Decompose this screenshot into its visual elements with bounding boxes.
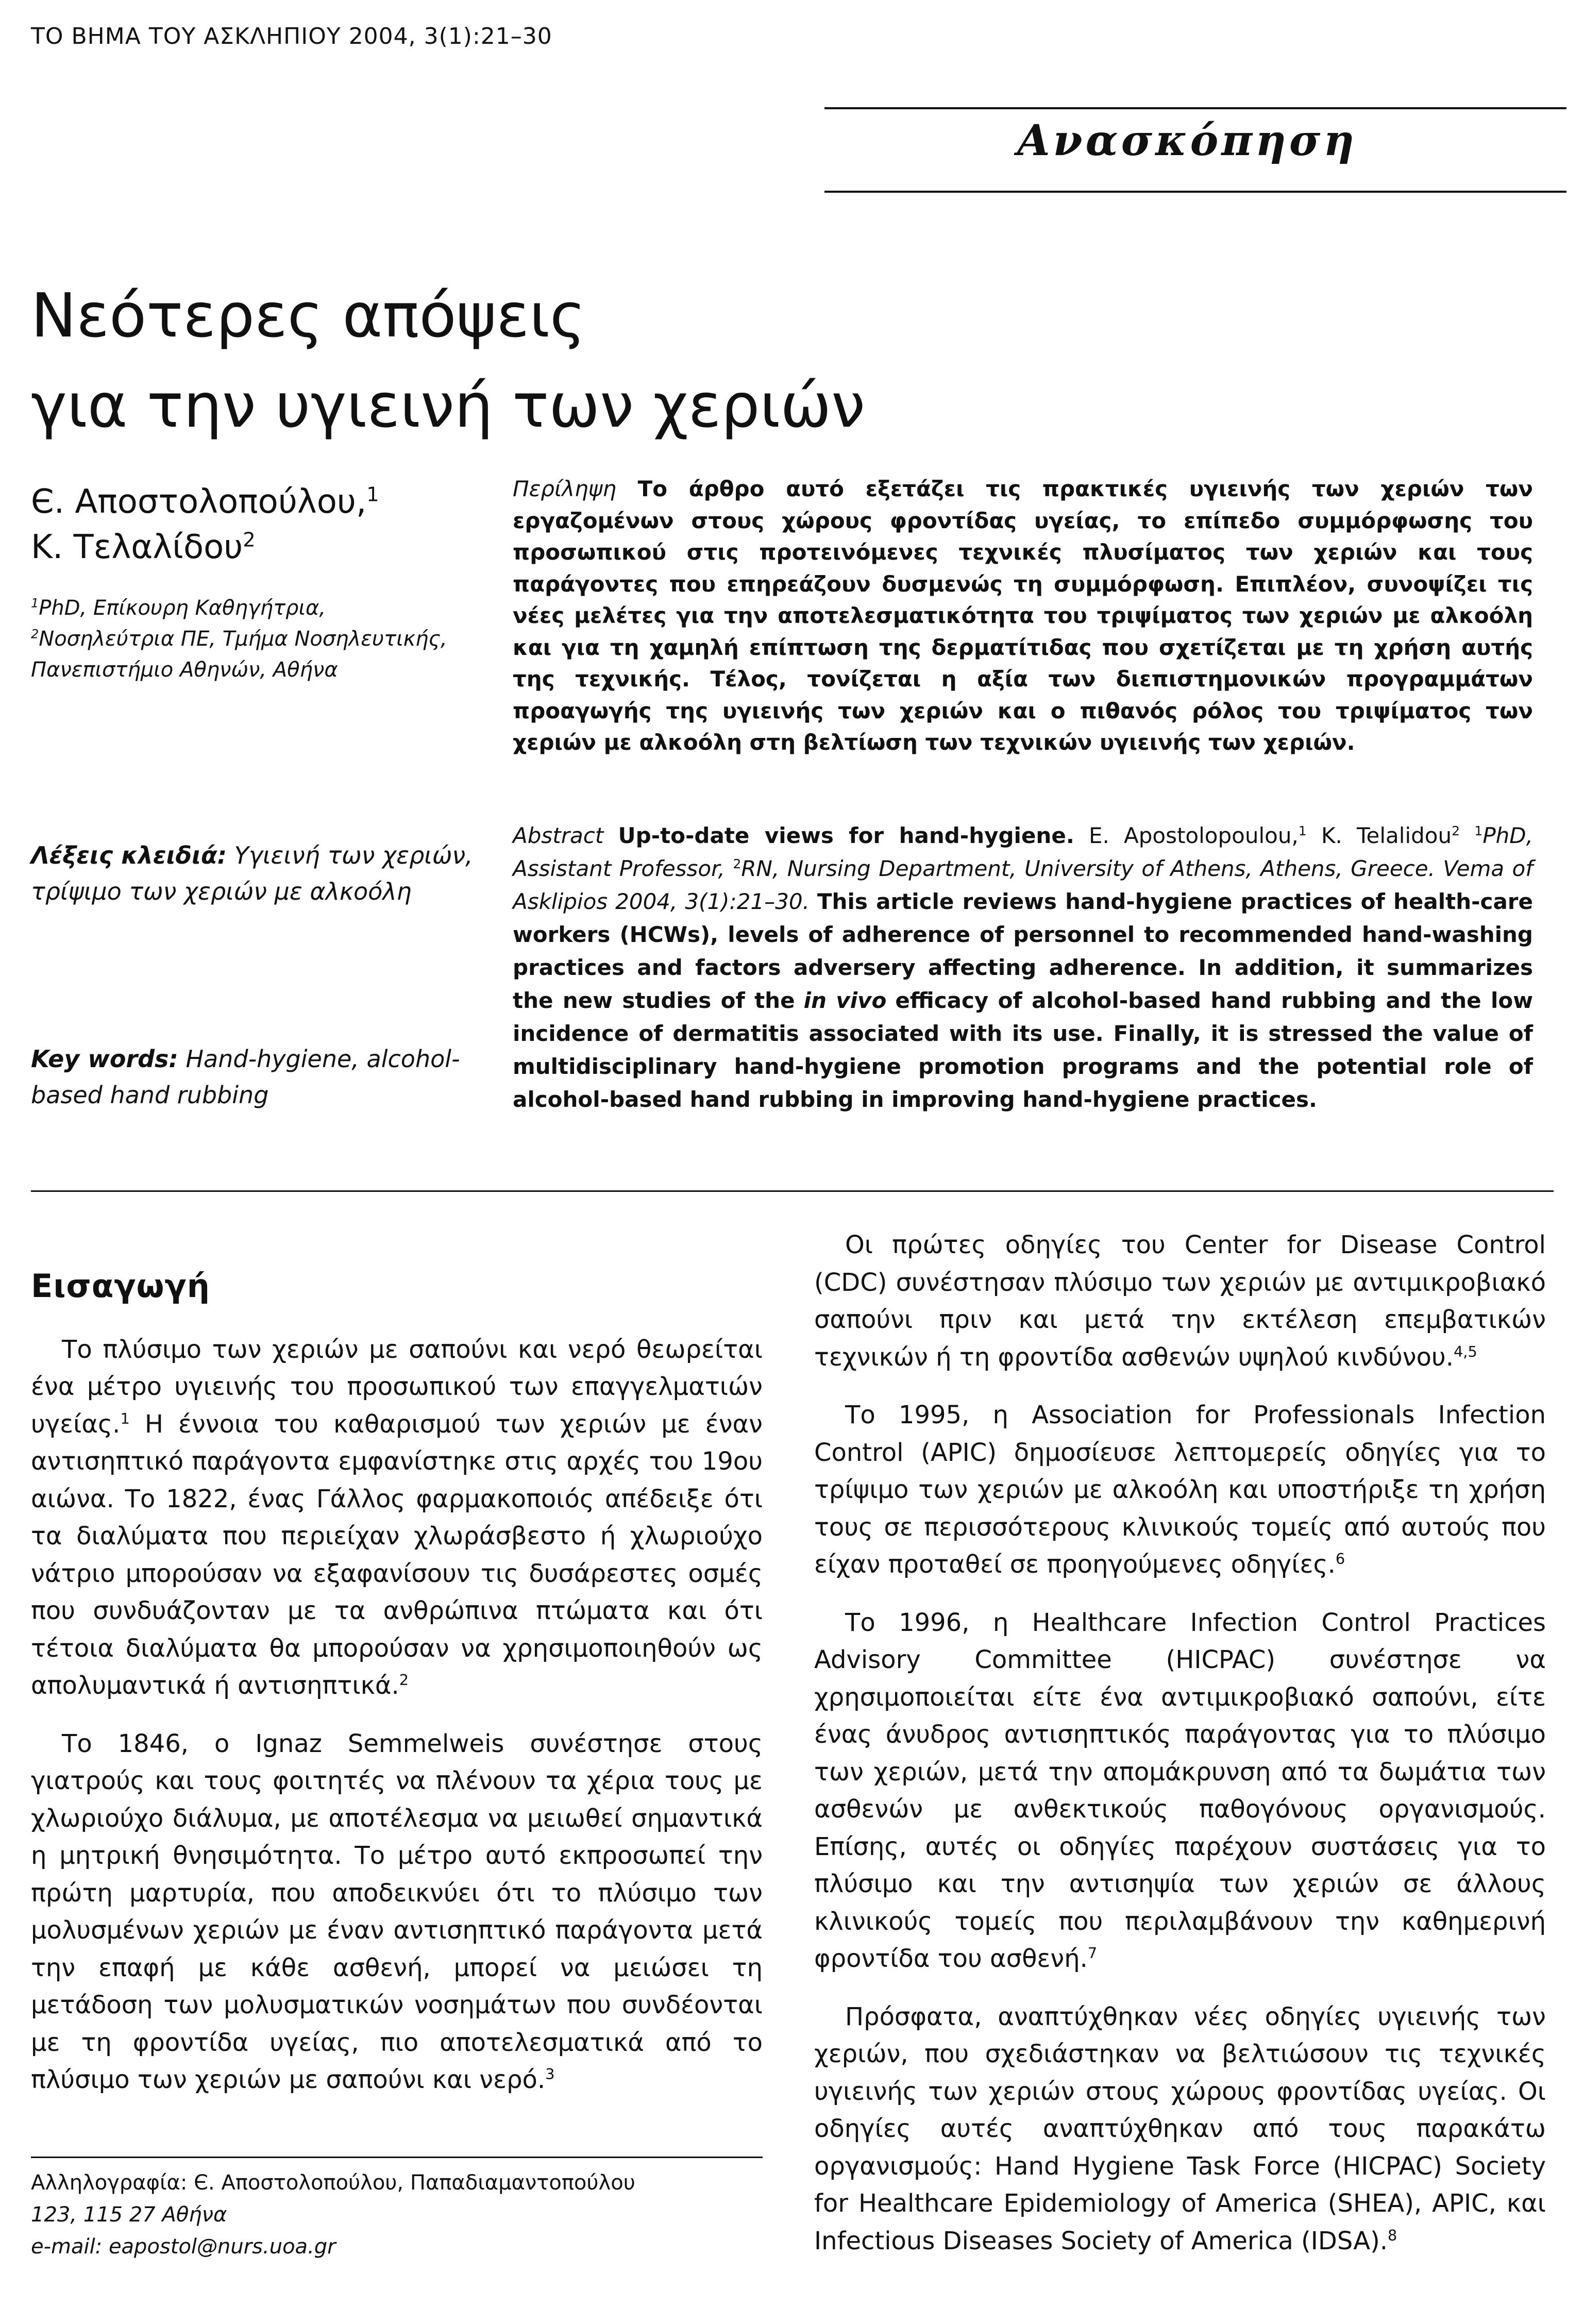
summary-text: Το άρθρο αυτό εξετάζει τις πρακτικές υγιεινής των χεριών των εργαζομένων στους χώρους φροντίδας υγείας, το επίπεδο συμμόρφωσης του προσωπικού στις προτεινόμενες τεχνικές πλυσίματος των χεριών και τους παράγοντες που επηρεάζουν δυσμενώς τη συμμόρφωση. Επιπλέον, συνοψίζει τις νέες μελέτες για την αποτελεσματικότητα του τριψίματος των χεριών με αλκοόλη και για τη χαμηλή επίπτωση της δερματίτιδας που σχετίζεται με τη χρήση αυτής της τεχνικής. Τέλος, τονίζεται η αξία των διεπιστημονικών προγραμμάτων προαγωγής της υγιεινής των χεριών και ο πιθανός ρόλος του τριψίματος των χεριών με αλκοόλη στη βελτίωση των τεχνικών υγιεινής των χεριών. [513,476,1533,755]
author-2-sup: 2 [243,528,256,552]
right-p3-text: Το 1996, η Healthcare Infection Control Practices Advisory Committee (HICPAC) συνέστησε να χρησιμοποιείται είτε ένα αντιμικροβιακό σαπούνι, είτε ένας άνυδρος αντισηπτικός παράγοντας για το πλύσιμο των χεριών, μετά την απομάκρυνση από τα δωμάτια των ασθενών με ανθεκτικούς παθογόνους οργανισμούς. Επίσης, αυτές οι οδηγίες παρέχουν συστάσεις για το πλύσιμο και την αντισηψία των χεριών σε άλλους κλινικούς τομείς που περιλαμβάνουν την καθημερινή φροντίδα του ασθενή. [814,1608,1546,1973]
right-p2-text: Το 1995, η Association for Professionals Infection Control (APIC) δημοσίευσε λεπτομερείς οδηγίες για το τρίψιμο των χεριών με αλκοόλη και υποστήριξε τη χρήση τους σε περισσότερους κλινικούς τομείς από αυτούς που είχαν προταθεί σε προηγούμενες οδηγίες. [814,1401,1546,1579]
footnote-line-2: 123, 115 27 Αθήνα [31,2203,227,2227]
header-rule-bottom [824,191,1566,193]
intro-p1-ref-1: 1 [120,1409,130,1427]
intro-paragraph-2 [31,1725,763,2099]
affil-3: Πανεπιστήμιο Αθηνών, Αθήνα [31,658,338,682]
right-p4-text: Πρόσφατα, αναπτύχθηκαν νέες οδηγίες υγιεινής των χεριών, που σχεδιάστηκαν να βελτιώσουν τις τεχνικές υγιεινής των χεριών στους χώρους φροντίδας υγείας. Οι οδηγίες αυτές αναπτύχθηκαν από τους παρακάτω οργανισμούς: Hand Hygiene Task Force (HICPAC) Society for Healthcare Epidemiology of America (SHEA), APIC, και Infectious Diseases Society of America (IDSA). [814,2002,1546,2255]
affil-1: PhD, Επίκουρη Καθηγήτρια, [39,596,326,620]
intro-p1-text-a: Το πλύσιμο των χεριών με σαπούνι και νερό θεωρείται ένα μέτρο υγιεινής του προσωπικού των επαγγελματιών υγείας. [31,1335,763,1439]
summary-label: Περίληψη [513,476,616,501]
author-1-sup: 1 [366,483,379,507]
abstract-body-2: efficacy of alcohol-based hand rubbing and the low incidence of dermatitis associated with its use. Finally, it is stressed the value of multidisciplinary hand-hygiene promotion programs and the potential role of alcohol-based hand rubbing in improving hand-hygiene practices. [513,988,1534,1112]
intro-p1-text-b: Η έννοια του καθαρισμού των χεριών με έναν αντισηπτικό παράγοντα εμφανίστηκε στις αρχές του 19ου αιώνα. Το 1822, ένας Γάλλος φαρμακοποιός απέδειξε ότι τα διαλύματα που περιείχαν χλωράσβεστο ή χλωριούχο νάτριο μπορούσαν να εξαφανίσουν τις δυσάρεστες οσμές που συνδυάζονταν με τα ανθρώπινα πτώματα και ότι τέτοια διαλύματα θα μπορούσαν να χρησιμοποιηθούν ως απολυμαντικά ή αντισηπτικά. [31,1409,763,1700]
intro-p1-ref-2: 2 [399,1671,409,1689]
keywords-greek [31,837,484,910]
abstract-affil-1: PhD, Assistant Professor, [513,823,1533,881]
keywords-english-text: Hand-hygiene, alcohol-based hand rubbing [31,1045,460,1109]
abstract-affil-sup-2: 2 [733,856,742,871]
abstract-body-1: This article reviews hand-hygiene practices of health-care workers (HCWs), levels of adherence of personnel to recommended hand-washing practices and factors adversery affecting adherence. In addition, it summarizes the new studies of the [513,889,1533,1013]
keywords-english [31,1041,484,1113]
running-head: ΤΟ ΒΗΜΑ ΤΟΥ ΑΣΚΛΗΠΙΟΥ 2004, 3(1):21–30 [31,23,552,49]
footnote-rule [31,2157,763,2158]
keywords-greek-text: Υγιεινή των χεριών, τρίψιμο των χεριών με αλκοόλη [31,841,473,905]
article-title [31,271,865,451]
authors [31,479,379,570]
abstract-authors-sup-2: 2 [1452,823,1460,838]
body-column-right [814,1226,1546,2280]
keywords-english-label: Key words: [31,1045,178,1073]
right-p2-ref: 6 [1335,1550,1345,1568]
affiliations [31,593,484,685]
abstract-journal: Vema of Asklipios 2004, 3(1):21–30. [513,856,1534,914]
footnote-email: e-mail: eapostol@nurs.uoa.gr [31,2235,336,2259]
abstract-label: Abstract [513,823,604,848]
abstract-authors-2: K. Telalidou [1321,823,1452,848]
abstract-affil-2: RN, Nursing Department, University of Athens, Athens, Greece. [741,856,1435,881]
right-paragraph-3 [814,1604,1546,1978]
intro-p2-text: Το 1846, ο Ignaz Semmelweis συνέστησε στους γιατρούς και τους φοιτητές να πλένουν τα χέρια τους με χλωριούχο διάλυμα, με αποτέλεσμα να μειωθεί σημαντικά η μητρική θνησιμότητα. Το μέτρο αυτό εκπροσωπεί την πρώτη μαρτυρία, που αποδεικνύει ότι το πλύσιμο των μολυσμένων χεριών με έναν αντισηπτικό παράγοντα μετά την επαφή με κάθε ασθενή, μπορεί να μειώσει τη μετάδοση των μολυσματικών νοσημάτων που συνδέονται με τη φροντίδα υγείας, πιο αποτελεσματικά από το πλύσιμο των χεριών με σαπούνι και νερό. [31,1729,763,2094]
right-p1-ref: 4,5 [1453,1342,1477,1360]
summary-greek [513,473,1533,759]
abstract-authors-sup-1: 1 [1298,823,1307,838]
title-line-2: για την υγιεινή των χεριών [31,370,866,441]
intro-paragraph-1 [31,1331,763,1705]
abstract-affil-sup-1: 1 [1474,823,1483,838]
right-p1-text: Οι πρώτες οδηγίες του Center for Disease Control (CDC) συνέστησαν πλύσιμο των χεριών με αντιμικροβιακό σαπούνι πριν και μετά την εκτέλεση επεμβατικών τεχνικών ή τη φροντίδα ασθενών υψηλού κινδύνου. [814,1231,1546,1372]
author-2: Κ. Τελαλίδου [31,528,243,566]
affil-1-sup: 1 [31,596,39,611]
right-paragraph-2 [814,1396,1546,1584]
affil-2-sup: 2 [31,627,39,642]
intro-p2-ref: 3 [545,2065,555,2083]
body-column-left [31,1268,763,2119]
footnote-line-1: Αλληλογραφία: Є. Αποστολοπούλου, Παπαδιαμαντοπούλου [31,2171,635,2195]
intro-heading: Εισαγωγή [31,1267,210,1305]
abstract-title: Up-to-date views for hand-hygiene. [618,823,1074,848]
abstract-in-vivo: in vivo [803,988,887,1013]
abstract-authors: E. Apostolopoulou, [1088,823,1299,848]
right-paragraph-4 [814,1998,1546,2260]
section-label: Ανασκόπηση [1017,116,1357,165]
title-line-1: Νεότερες απόψεις [31,280,586,351]
affil-2: Νοσηλεύτρια ΠΕ, Τμήμα Νοσηλευτικής, [39,627,447,651]
abstract-english [513,819,1533,1116]
correspondence-footnote [31,2167,763,2263]
right-paragraph-1 [814,1226,1546,1376]
section-divider [31,1190,1554,1192]
right-p3-ref: 7 [1087,1944,1098,1962]
keywords-greek-label: Λέξεις κλειδιά: [31,841,227,869]
author-1: Є. Αποστολοπούλου, [31,483,367,521]
header-rule-top [824,107,1566,109]
right-p4-ref: 8 [1388,2226,1397,2244]
